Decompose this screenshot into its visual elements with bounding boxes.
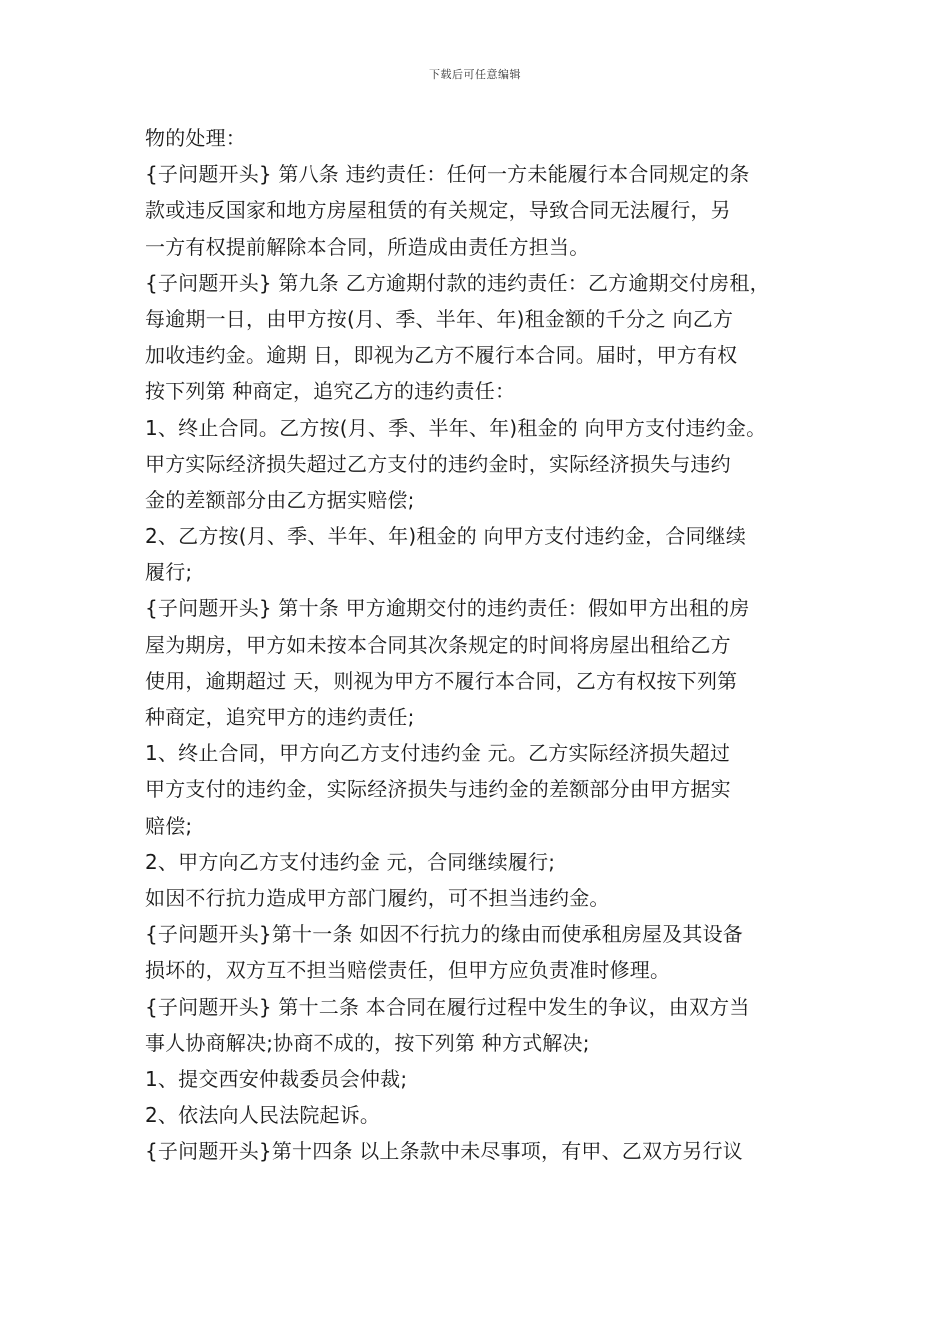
text-line: 金的差额部分由乙方据实赔偿; [145, 487, 415, 512]
text-line: {子问题开头} 第八条 违约责任：任何一方未能履行本合同规定的条 [145, 162, 750, 187]
text-line: 如因不行抗力造成甲方部门履约，可不担当违约金。 [145, 885, 610, 910]
text-line: 按下列第 种商定，追究乙方的违约责任： [145, 379, 516, 404]
text-line: 物的处理： [145, 126, 246, 150]
text-line: 种商定，追究甲方的违约责任; [145, 705, 415, 729]
text-line: 加收违约金。逾期 日，即视为乙方不履行本合同。届时，甲方有权 [145, 343, 738, 368]
text-line: {子问题开头} 第十二条 本合同在履行过程中发生的争议，由双方当 [145, 994, 750, 1019]
text-line: 2、乙方按(月、季、半年、年)租金的 向甲方支付违约金，合同继续 [145, 524, 747, 549]
text-line: 甲方实际经济损失超过乙方支付的违约金时，实际经济损失与违约 [145, 451, 731, 476]
text-line: 1、提交西安仲裁委员会仲裁; [145, 1066, 408, 1091]
text-line: 屋为期房，甲方如未按本合同其次条规定的时间将房屋出租给乙方 [145, 632, 731, 657]
text-line: 使用，逾期超过 天，则视为甲方不履行本合同，乙方有权按下列第 [145, 668, 738, 693]
text-line: {子问题开头}第十一条 如因不行抗力的缘由而使承租房屋及其设备 [145, 922, 744, 947]
text-line: 1、终止合同。乙方按(月、季、半年、年)租金的 向甲方支付违约金。 [145, 415, 767, 440]
document-body [145, 120, 815, 1169]
text-line: 赔偿; [145, 813, 193, 838]
text-line: 每逾期一日，由甲方按(月、季、半年、年)租金额的千分之 向乙方 [145, 306, 734, 331]
text-line: 损坏的，双方互不担当赔偿责任，但甲方应负责准时修理。 [145, 958, 671, 983]
text-line: 1、终止合同，甲方向乙方支付违约金 元。乙方实际经济损失超过 [145, 741, 731, 766]
text-line: 一方有权提前解除本合同，所造成由责任方担当。 [145, 234, 590, 259]
text-line: {子问题开头}第十四条 以上条款中未尽事项，有甲、乙双方另行议 [145, 1139, 744, 1164]
text-line: 甲方支付的违约金，实际经济损失与违约金的差额部分由甲方据实 [145, 777, 731, 802]
text-line: 事人协商解决;协商不成的，按下列第 种方式解决; [145, 1030, 590, 1055]
text-line: 2、甲方向乙方支付违约金 元，合同继续履行; [145, 849, 556, 874]
text-line: 款或违反国家和地方房屋租赁的有关规定，导致合同无法履行，另 [145, 198, 731, 223]
text-line: 2、依法向人民法院起诉。 [145, 1103, 381, 1128]
page-header: 下载后可任意编辑 [429, 68, 521, 81]
text-line: {子问题开头} 第九条 乙方逾期付款的违约责任：乙方逾期交付房租， [145, 270, 770, 295]
text-line: 履行; [145, 560, 193, 585]
text-line: {子问题开头} 第十条 甲方逾期交付的违约责任：假如甲方出租的房 [145, 596, 750, 621]
